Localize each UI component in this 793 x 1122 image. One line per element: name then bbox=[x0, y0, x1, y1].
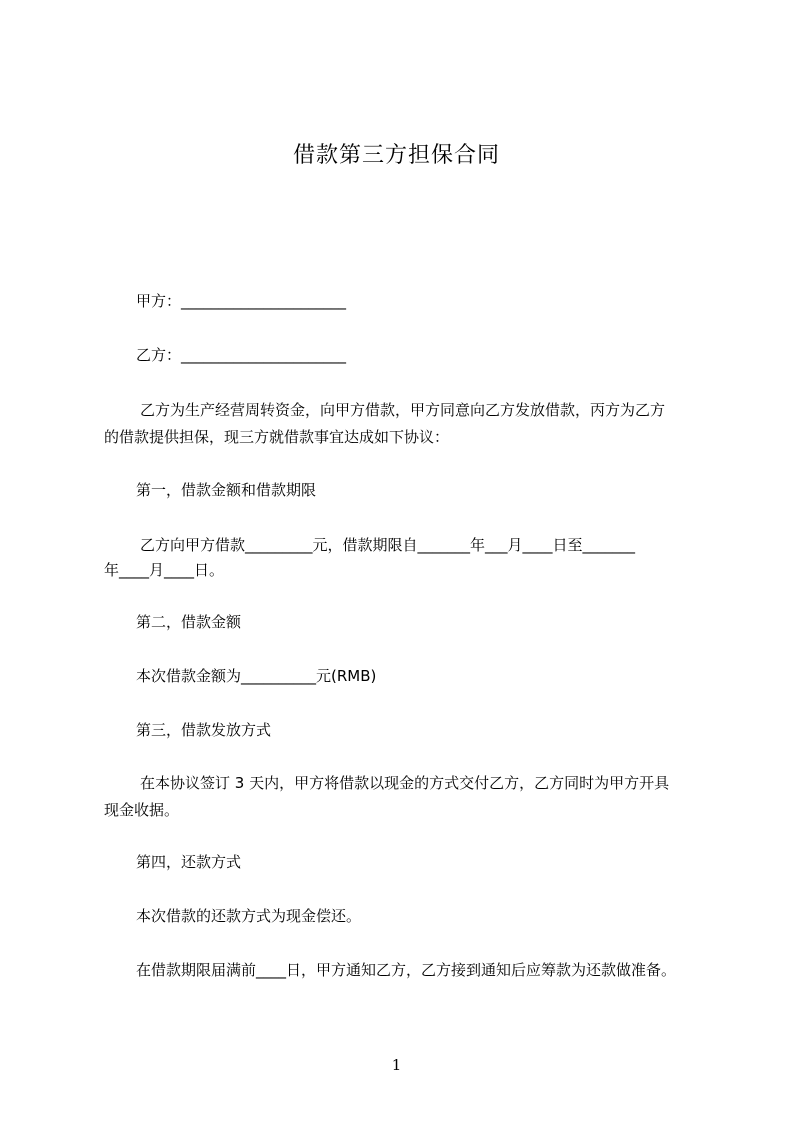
party-b-line: 乙方：______________________ bbox=[136, 346, 347, 364]
party-a-line: 甲方：______________________ bbox=[136, 292, 347, 310]
section-heading-2: 第二，借款金额 bbox=[136, 613, 242, 631]
section-1-line-2: 年____月____日。 bbox=[104, 561, 225, 579]
section-3-line-2: 现金收据。 bbox=[104, 801, 180, 819]
section-1-line-1: 乙方向甲方借款_________元，借款期限自_______年___月____日至_______ bbox=[140, 536, 636, 554]
section-heading-4: 第四，还款方式 bbox=[136, 853, 242, 871]
section-4-line-2: 在借款期限届满前____日，甲方通知乙方，乙方接到通知后应筹款为还款做准备。 bbox=[136, 961, 677, 979]
intro-line-1: 乙方为生产经营周转资金，向甲方借款，甲方同意向乙方发放借款，丙方为乙方 bbox=[140, 401, 666, 419]
document-title: 借款第三方担保合同 bbox=[292, 143, 500, 168]
page-number: 1 bbox=[391, 1056, 402, 1074]
intro-line-2: 的借款提供担保，现三方就借款事宜达成如下协议： bbox=[104, 428, 450, 446]
section-2-line-1: 本次借款金额为__________元(RMB) bbox=[136, 667, 377, 685]
section-heading-1: 第一，借款金额和借款期限 bbox=[136, 481, 317, 499]
section-4-line-1: 本次借款的还款方式为现金偿还。 bbox=[136, 907, 362, 925]
section-heading-3: 第三，借款发放方式 bbox=[136, 721, 272, 739]
section-3-line-1: 在本协议签订 3 天内，甲方将借款以现金的方式交付乙方，乙方同时为甲方开具 bbox=[140, 774, 670, 792]
